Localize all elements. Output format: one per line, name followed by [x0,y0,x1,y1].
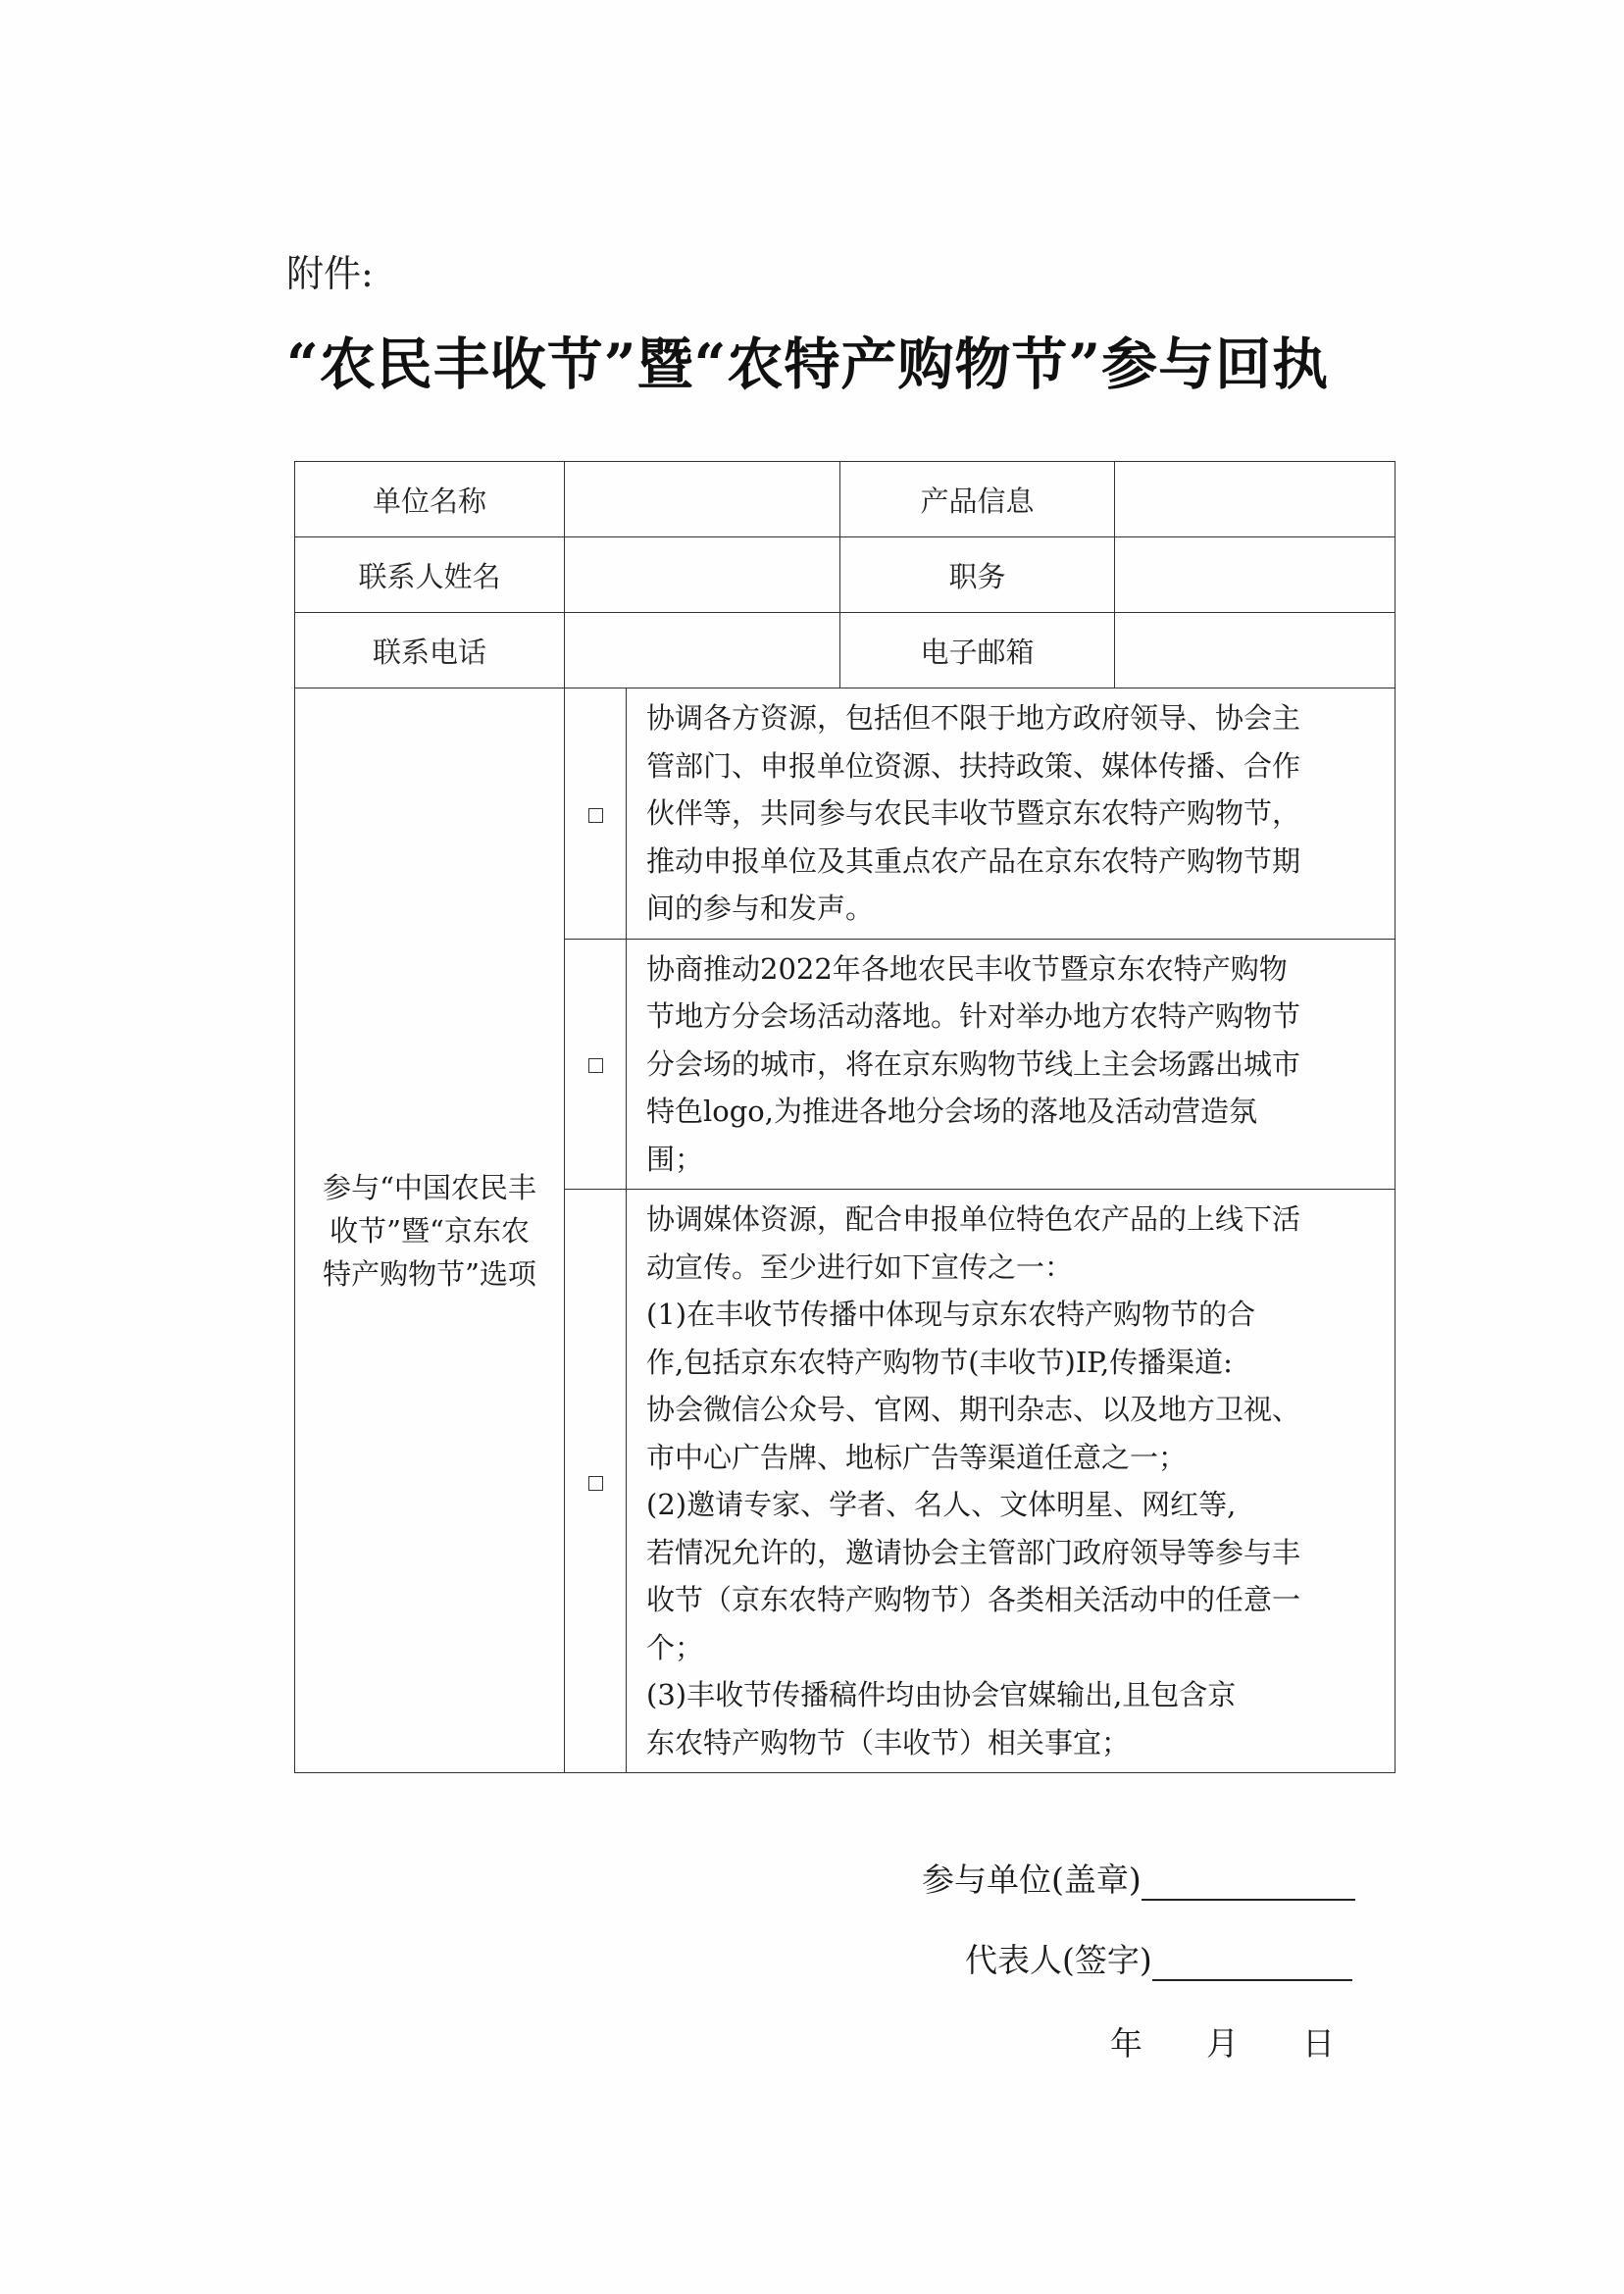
product-info-field[interactable] [1115,462,1396,537]
option-line: 伙伴等，共同参与农民丰收节暨京东农特产购物节， [646,796,1301,830]
option-line: 市中心广告牌、地标广告等渠道任意之一； [646,1440,1188,1474]
option-line: 协会微信公众号、官网、期刊杂志、以及地方卫视、 [646,1393,1301,1426]
option-line: 作,包括京东农特产购物节(丰收节)IP,传播渠道: [646,1345,1233,1379]
section-label-line: 特产购物节”选项 [323,1256,536,1291]
document-title: “农民丰收节”暨“农特产购物节”参与回执 [286,331,1330,397]
option-line: 特色logo,为推进各地分会场的落地及活动营造氛 [646,1095,1257,1128]
option-line: 协调媒体资源，配合申报单位特色农产品的上线下活 [646,1202,1301,1236]
day-label: 日 [1302,2024,1335,2063]
signature-area [922,1854,1363,2014]
attachment-label: 附件: [286,252,374,295]
section-label-line: 收节”暨“京东农 [330,1213,530,1248]
option-text-1 [627,688,1396,940]
option-line: 收节（京东农特产购物节）各类相关活动中的任意一 [646,1583,1301,1616]
option-line: 个； [646,1630,704,1664]
option-line: 管部门、申报单位资源、扶持政策、媒体传播、合作 [646,748,1301,783]
section-label-line: 参与“中国农民丰 [323,1170,536,1204]
checkbox-icon[interactable] [588,1058,603,1073]
option-line: 推动申报单位及其重点农产品在京东农特产购物节期 [646,843,1301,878]
receipt-form-table [294,461,1396,1773]
representative-row [922,1934,1363,1981]
unit-seal-row [922,1854,1363,1901]
month-label: 月 [1206,2024,1239,2063]
option-line: 动宣传。至少进行如下宣传之一： [646,1249,1074,1284]
unit-seal-blank[interactable] [1142,1869,1355,1901]
table-row [295,613,1396,688]
position-field[interactable] [1115,537,1396,613]
contact-name-label: 联系人姓名 [295,537,565,613]
option-text-2 [627,939,1396,1190]
email-field[interactable] [1115,613,1396,688]
checkbox-icon[interactable] [588,1476,603,1491]
option-line: 间的参与和发声。 [646,892,875,925]
option-line: 协调各方资源，包括但不限于地方政府领导、协会主 [646,701,1301,735]
phone-field[interactable] [565,613,840,688]
participation-options-label [295,688,565,1773]
option-line: 若情况允许的，邀请协会主管部门政府领导等参与丰 [646,1535,1301,1569]
contact-name-field[interactable] [565,537,840,613]
option-text-3 [627,1190,1396,1773]
representative-blank[interactable] [1152,1950,1352,1981]
position-label: 职务 [840,537,1115,613]
checkbox-icon[interactable] [588,808,603,823]
phone-label: 联系电话 [295,613,565,688]
representative-label: 代表人(签字) [965,1941,1152,1979]
year-label: 年 [1110,2024,1142,2063]
unit-name-label: 单位名称 [295,462,565,537]
option-line: (1)在丰收节传播中体现与京东农特产购物节的合 [646,1298,1256,1331]
option-line: 节地方分会场活动落地。针对举办地方农特产购物节 [646,999,1301,1033]
option-line: (2)邀请专家、学者、名人、文体明星、网红等, [646,1488,1237,1521]
option-checkbox-3[interactable] [565,1190,627,1773]
unit-name-field[interactable] [565,462,840,537]
option-line: (3)丰收节传播稿件均由协会官媒输出,且包含京 [646,1678,1237,1711]
table-row [295,462,1396,537]
option-line: 协商推动2022年各地农民丰收节暨京东农特产购物 [646,951,1288,986]
option-line: 东农特产购物节（丰收节）相关事宜； [646,1725,1131,1759]
unit-seal-label: 参与单位(盖章) [922,1861,1142,1899]
table-row [295,537,1396,613]
date-row [1110,2018,1335,2065]
email-label: 电子邮箱 [840,613,1115,688]
product-info-label: 产品信息 [840,462,1115,537]
option-line: 分会场的城市，将在京东购物节线上主会场露出城市 [646,1046,1301,1081]
option-row [295,688,1396,940]
option-checkbox-1[interactable] [565,688,627,940]
option-line: 围； [646,1142,704,1176]
option-checkbox-2[interactable] [565,939,627,1190]
